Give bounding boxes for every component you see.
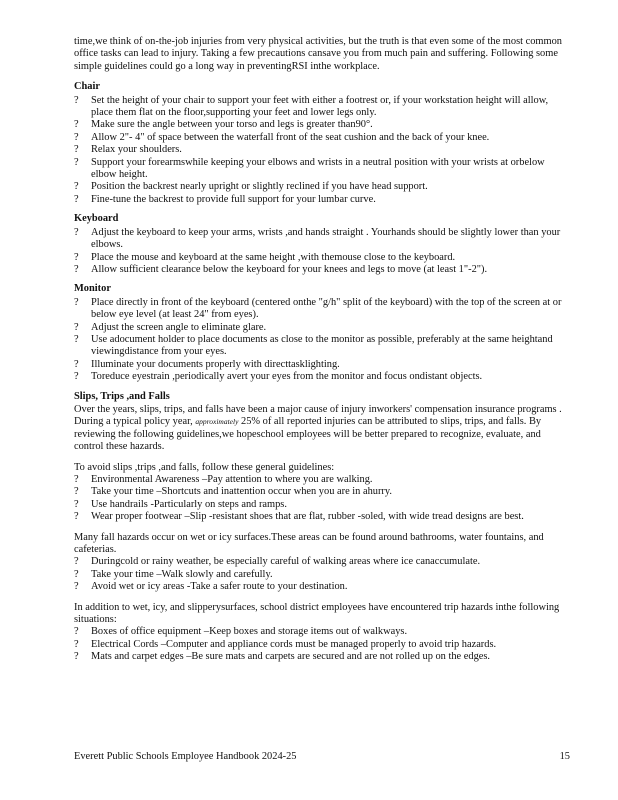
bullet-glyph: ? [74,651,79,663]
list-item: ? Set the height of your chair to support your feet with either a footrest or, if your workstation height will allow, place them flat on the floor,supporting your feet and lower legs only. [74,94,549,119]
list-item: ? Electrical Cords –Computer and appliance cords must be managed properly to avoid trip hazards. [74,638,497,650]
list-item: ? Mats and carpet edges –Be sure mats and carpets are secured and are not rolled up on the edges. [74,651,491,663]
bullet-glyph: ? [74,638,79,650]
bullet-glyph: ? [74,486,79,498]
list-item: ? Allow sufficient clearance below the keyboard for your knees and legs to move (at least 1"-2"). [74,263,488,275]
section-heading: Slips, Trips ,and Falls [74,390,170,402]
bullet-glyph: ? [74,119,79,131]
list-item: ? Position the backrest nearly upright or slightly reclined if you have head support. [74,181,428,193]
section-monitor [74,283,570,383]
bullet-glyph: ? [74,626,79,638]
section-heading: Monitor [74,283,111,295]
page-footer [74,751,570,762]
bullet-glyph: ? [74,333,79,345]
bullet-glyph: ? [74,498,79,510]
list-item: ? Fine-tune the backrest to provide full support for your lumbar curve. [74,193,376,205]
section-slips-trips-falls [74,391,570,664]
small-italic-word: approximately [195,417,239,427]
section-chair [74,81,570,206]
trip-hazards-intro: In addition to wet, icy, and slipperysurfaces, school district employees have encountered trip hazards inthe following situations: [74,601,560,626]
list-item: ? Wear proper footwear –Slip -resistant shoes that are flat, rubber -soled, with wide tread designs are best. [74,511,524,523]
bullet-glyph: ? [74,156,79,168]
slips-intro-paragraph: Over the years, slips, trips, and falls have been a major cause of injury inworkers' compensation insurance programs . During a typical policy year, approximately 25% of all reported injuries can be attributed to slips, trips, and falls. By reviewing the following guidelines,we hopeschool employees will be better prepared to recognize, evaluate, and control these hazards. [74,403,562,453]
list-item: ? Take your time –Walk slowly and carefully. [74,568,273,580]
list-item: ? Illuminate your documents properly with directtasklighting. [74,358,340,370]
footer-title: Everett Public Schools Employee Handbook 2024-25 [74,751,297,762]
page-number: 15 [559,751,570,762]
bullet-glyph: ? [74,581,79,593]
bullet-glyph: ? [74,296,79,308]
list-item: ? Toreduce eyestrain ,periodically avert your eyes from the monitor and focus ondistant objects. [74,371,483,383]
list-item: ? Allow 2"- 4" of space between the waterfall front of the seat cushion and the back of your knee. [74,131,490,143]
intro-paragraph: time,we think of on-the-job injuries from very physical activities, but the truth is that even some of the most common office tasks can lead to injury. Taking a few precautions cansave you from much pain and suffering. Following some simple guidelines could go a long way in preventingRSI inthe workplace. [74,36,562,72]
bullet-glyph: ? [74,358,79,370]
guidelines-intro: To avoid slips ,trips ,and falls, follow these general guidelines: [74,461,335,473]
section-keyboard [74,213,570,276]
list-item: ? Adjust the screen angle to eliminate glare. [74,321,267,333]
list-item: ? Place directly in front of the keyboard (centered onthe "g/h" split of the keyboard) with the top of the screen at or below eye level (at least 24" from eyes). [74,296,562,321]
list-item: ? Avoid wet or icy areas -Take a safer route to your destination. [74,581,348,593]
list-item: ? Boxes of office equipment –Keep boxes and storage items out of walkways. [74,626,408,638]
bullet-glyph: ? [74,474,79,485]
section-heading: Keyboard [74,213,119,225]
bullet-glyph: ? [74,181,79,193]
list-item: ? Relax your shoulders. [74,144,182,156]
wet-surfaces-intro: Many fall hazards occur on wet or icy surfaces.These areas can be found around bathrooms, water fountains, and cafeterias. [74,531,544,556]
list-item: ? Make sure the angle between your torso and legs is greater than90°. [74,119,373,131]
section-heading: Chair [74,81,100,93]
bullet-glyph: ? [74,321,79,333]
bullet-glyph: ? [74,131,79,143]
bullet-glyph: ? [74,263,79,275]
list-item: ? Use handrails -Particularly on steps and ramps. [74,498,287,510]
list-item: ? Environmental Awareness –Pay attention to where you are walking. [74,474,373,485]
document-body [74,36,570,671]
bullet-glyph: ? [74,144,79,156]
bullet-glyph: ? [74,556,79,568]
bullet-glyph: ? [74,251,79,263]
bullet-glyph: ? [74,371,79,383]
bullet-glyph: ? [74,511,79,523]
bullet-glyph: ? [74,193,79,205]
bullet-glyph: ? [74,94,79,106]
bullet-glyph: ? [74,568,79,580]
list-item: ? Duringcold or rainy weather, be especially careful of walking areas where ice canaccumulate. [74,556,481,568]
list-item: ? Place the mouse and keyboard at the same height ,with themouse close to the keyboard. [74,251,456,263]
list-item: ? Adjust the keyboard to keep your arms, wrists ,and hands straight . Yourhands should be slightly lower than your elbows. [74,226,561,251]
list-item: ? Use adocument holder to place documents as close to the monitor as possible, preferably at the same heightand viewingdistance from your eyes. [74,333,553,358]
bullet-glyph: ? [74,226,79,238]
list-item: ? Take your time –Shortcuts and inattention occur when you are in ahurry. [74,486,392,498]
list-item: ? Support your forearmswhile keeping your elbows and wrists in a neutral position with your wrists at orbelow elbow height. [74,156,545,181]
